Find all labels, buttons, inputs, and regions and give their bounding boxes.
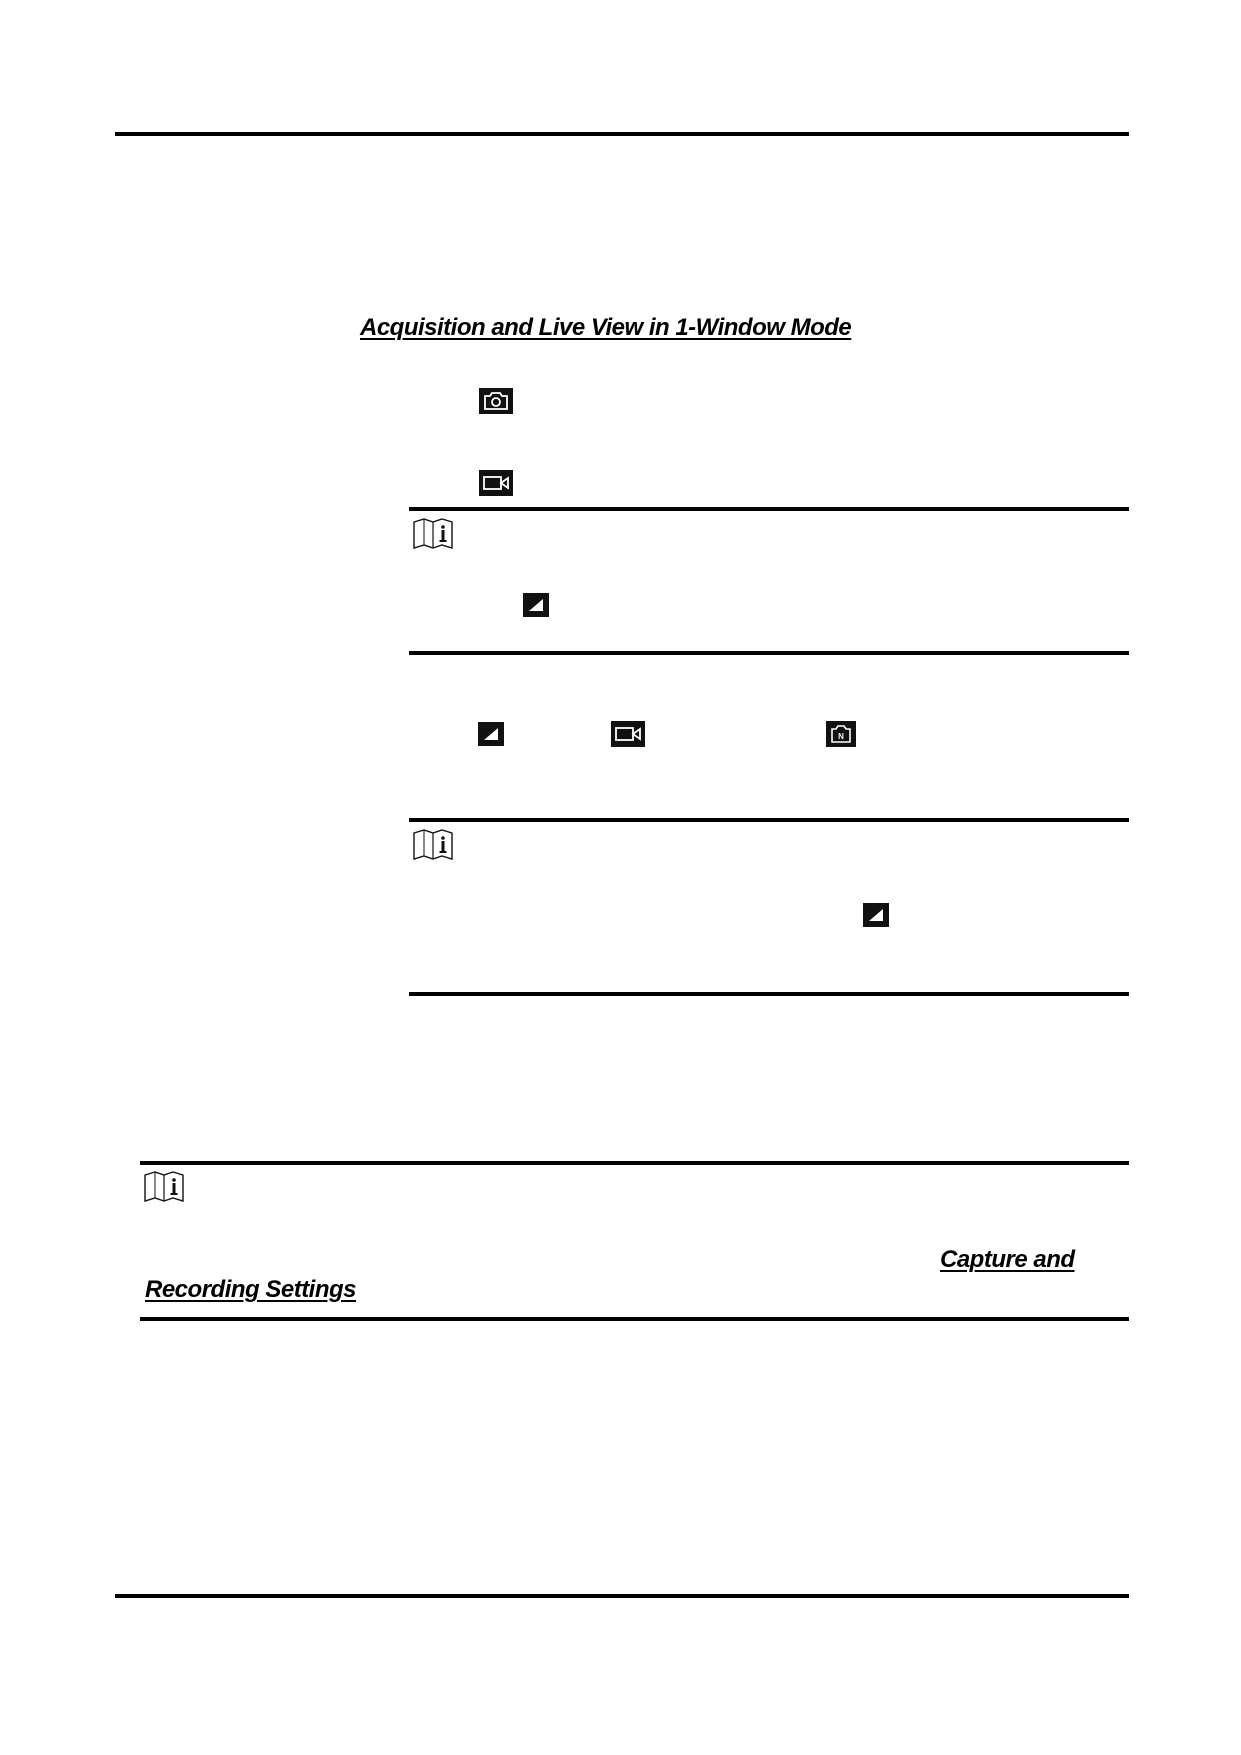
video-record-icon bbox=[479, 470, 513, 496]
svg-text:N: N bbox=[838, 732, 844, 741]
note-box-3-bottom-rule bbox=[140, 1317, 1129, 1321]
header-rule bbox=[115, 132, 1129, 136]
note-box-3-top-rule bbox=[140, 1161, 1129, 1165]
signal-icon bbox=[478, 722, 504, 746]
signal-icon bbox=[863, 903, 889, 927]
note-box-2-bottom-rule bbox=[409, 992, 1129, 996]
note-box-1-top-rule bbox=[409, 507, 1129, 511]
note-box-2-top-rule bbox=[409, 818, 1129, 822]
footer-rule bbox=[115, 1594, 1129, 1598]
note-box-1-bottom-rule bbox=[409, 651, 1129, 655]
video-record-icon bbox=[611, 721, 645, 747]
recording-settings-link[interactable]: Recording Settings bbox=[145, 1276, 357, 1303]
capture-and-link[interactable]: Capture and bbox=[940, 1246, 1075, 1273]
signal-icon bbox=[523, 593, 549, 617]
note-icon bbox=[412, 829, 454, 861]
camera-icon bbox=[479, 388, 513, 414]
note-icon bbox=[412, 518, 454, 550]
note-icon bbox=[143, 1171, 185, 1203]
acquisition-live-view-link[interactable]: Acquisition and Live View in 1-Window Mode bbox=[360, 314, 852, 341]
capture-n-icon bbox=[826, 721, 856, 747]
